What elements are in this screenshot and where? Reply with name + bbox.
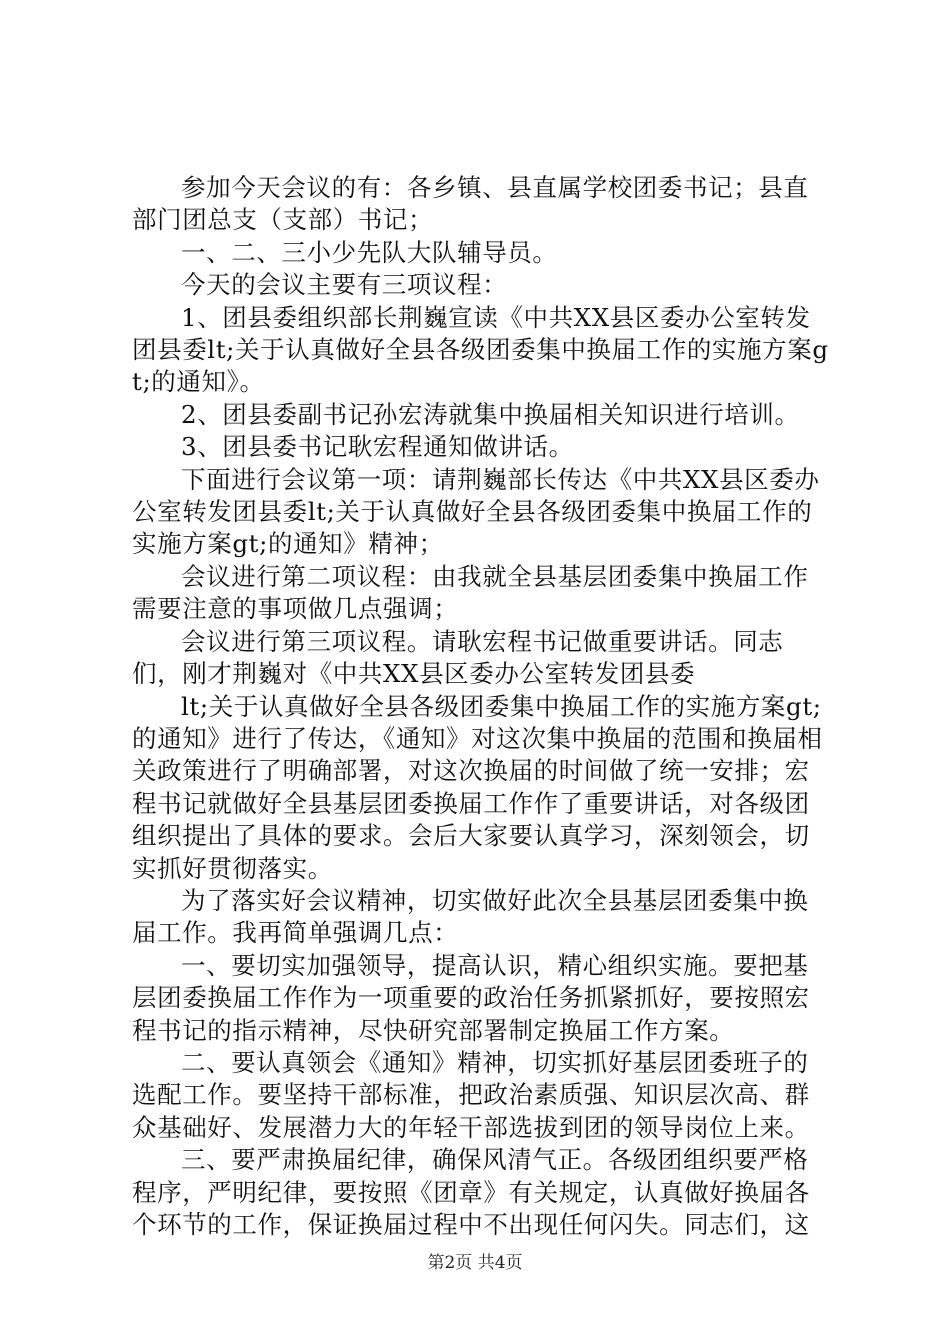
paragraph-point-two: 二、要认真领会《通知》精神，切实抓好基层团委班子的选配工作。要坚持干部标准，把政治素质强、知识层次高、群众基础好、发展潜力大的年轻干部选拔到团的领导岗位上来。 [132, 1047, 810, 1142]
paragraph-agenda-item-1: 1、团县委组织部长荆巍宣读《中共XX县区委办公室转发团县委lt;关于认真做好全县各级团委集中换届工作的实施方案gt;的通知》。 [132, 302, 829, 397]
paragraph-agenda-item-2: 2、团县委副书记孙宏涛就集中换届相关知识进行培训。 [181, 399, 800, 429]
paragraph-counselors: 一、二、三小少先队大队辅导员。 [181, 237, 558, 267]
paragraph-item-three-continued: lt;关于认真做好全县各级团委集中换届工作的实施方案gt;的通知》进行了传达，《通知》对这次集中换届的范围和换届相关政策进行了明确部署，对这次换届的时间做了统一安排；宏程书记就做好全县基层团委换届工作作了重要讲话，对各级团组织提出了具体的要求。会后大家要认真学习，深刻领会，切实抓好贯彻落实。 [132, 691, 823, 883]
paragraph-item-three: 会议进行第三项议程。请耿宏程书记做重要讲话。同志们，刚才荆巍对《中共XX县区委办公室转发团县委 [132, 626, 784, 689]
page-number-label: 第2页 共4页 [427, 1253, 523, 1273]
paragraph-point-one: 一、要切实加强领导，提高认识，精心组织实施。要把基层团委换届工作作为一项重要的政治任务抓紧抓好，要按照宏程书记的指示精神，尽快研究部署制定换届工作方案。 [132, 950, 810, 1045]
paragraph-agenda-item-3: 3、团县委书记耿宏程通知做讲话。 [181, 432, 574, 462]
paragraph-emphasis-intro: 为了落实好会议精神，切实做好此次全县基层团委集中换届工作。我再简单强调几点： [132, 885, 809, 948]
paragraph-attendees: 参加今天会议的有：各乡镇、县直属学校团委书记；县直部门团总支（支部）书记； [132, 173, 809, 235]
paragraph-point-three: 三、要严肃换届纪律，确保风清气正。各级团组织要严格程序，严明纪律，要按照《团章》有关规定，认真做好换届各个环节的工作，保证换届过程中不出现任何闪失。同志们，这 [132, 1145, 810, 1239]
paragraph-item-two: 会议进行第二项议程：由我就全县基层团委集中换届工作需要注意的事项做几点强调； [132, 561, 809, 624]
document-body [132, 172, 832, 1241]
paragraph-item-one: 下面进行会议第一项：请荆巍部长传达《中共XX县区委办公室转发团县委lt;关于认真做好全县各级团委集中换届工作的实施方案gt;的通知》精神； [132, 464, 820, 559]
paragraph-agenda-intro: 今天的会议主要有三项议程： [181, 270, 508, 300]
page-footer [0, 1248, 950, 1273]
